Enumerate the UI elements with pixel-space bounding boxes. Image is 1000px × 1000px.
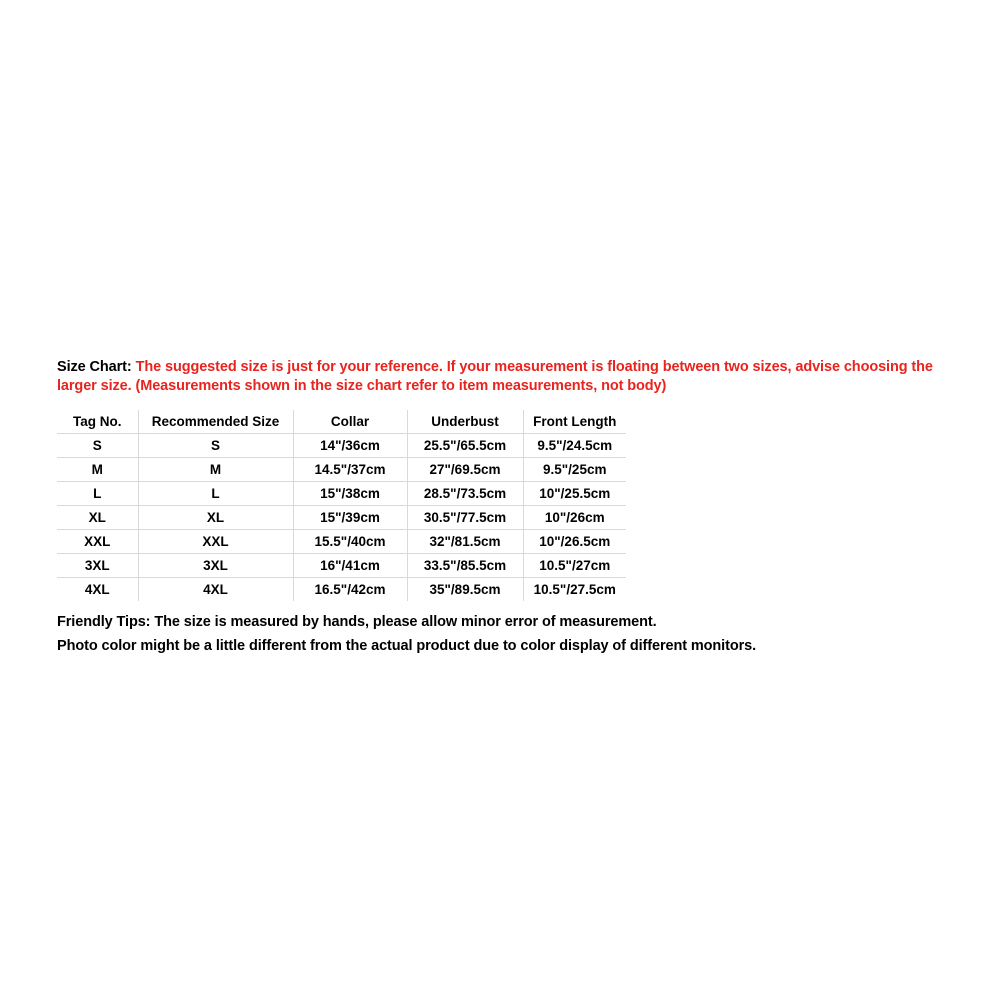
- cell-tag-no: M: [57, 458, 138, 482]
- table-row: [57, 482, 626, 506]
- cell-collar: 15.5"/40cm: [293, 530, 407, 554]
- friendly-tips-line-1: Friendly Tips: The size is measured by hands, please allow minor error of measurement.: [57, 614, 657, 630]
- cell-front-length: 9.5"/24.5cm: [523, 434, 626, 458]
- cell-front-length: 9.5"/25cm: [523, 458, 626, 482]
- friendly-tips: [57, 610, 943, 658]
- cell-front-length: 10"/25.5cm: [523, 482, 626, 506]
- cell-front-length: 10.5"/27.5cm: [523, 578, 626, 602]
- cell-tag-no: XXL: [57, 530, 138, 554]
- cell-recommended-size: S: [138, 434, 293, 458]
- cell-underbust: 27"/69.5cm: [407, 458, 523, 482]
- table-body: [57, 434, 626, 602]
- table-row: [57, 554, 626, 578]
- size-chart-content: [57, 343, 943, 658]
- column-header-front-length: Front Length: [523, 410, 626, 434]
- cell-collar: 15"/39cm: [293, 506, 407, 530]
- cell-recommended-size: L: [138, 482, 293, 506]
- cell-underbust: 35"/89.5cm: [407, 578, 523, 602]
- size-chart-table: [57, 410, 626, 601]
- size-chart-note: The suggested size is just for your reference. If your measurement is floating between two sizes, advise choosing the larger size. (Measurements shown in the size chart refer to item measurements, not body): [57, 358, 933, 394]
- size-chart-label: Size Chart:: [57, 358, 136, 375]
- friendly-tips-line-2: Photo color might be a little different from the actual product due to color display of different monitors.: [57, 638, 757, 654]
- table-row: [57, 530, 626, 554]
- table-row: [57, 506, 626, 530]
- cell-underbust: 28.5"/73.5cm: [407, 482, 523, 506]
- cell-recommended-size: 3XL: [138, 554, 293, 578]
- cell-recommended-size: XXL: [138, 530, 293, 554]
- column-header-underbust: Underbust: [407, 410, 523, 434]
- cell-front-length: 10.5"/27cm: [523, 554, 626, 578]
- cell-underbust: 30.5"/77.5cm: [407, 506, 523, 530]
- cell-tag-no: XL: [57, 506, 138, 530]
- cell-collar: 16.5"/42cm: [293, 578, 407, 602]
- cell-underbust: 25.5"/65.5cm: [407, 434, 523, 458]
- cell-collar: 14"/36cm: [293, 434, 407, 458]
- column-header-collar: Collar: [293, 410, 407, 434]
- table-header-row: [57, 410, 626, 434]
- table-row: [57, 458, 626, 482]
- cell-collar: 15"/38cm: [293, 482, 407, 506]
- cell-tag-no: L: [57, 482, 138, 506]
- cell-recommended-size: XL: [138, 506, 293, 530]
- cell-tag-no: 4XL: [57, 578, 138, 602]
- size-chart-intro: [57, 358, 943, 396]
- table-row: [57, 578, 626, 602]
- column-header-recommended-size: Recommended Size: [138, 410, 293, 434]
- cell-tag-no: 3XL: [57, 554, 138, 578]
- cell-underbust: 33.5"/85.5cm: [407, 554, 523, 578]
- cell-underbust: 32"/81.5cm: [407, 530, 523, 554]
- table-header: [57, 410, 626, 434]
- table-row: [57, 434, 626, 458]
- column-header-tag-no: Tag No.: [57, 410, 138, 434]
- cell-recommended-size: M: [138, 458, 293, 482]
- cell-collar: 16"/41cm: [293, 554, 407, 578]
- cell-collar: 14.5"/37cm: [293, 458, 407, 482]
- cell-recommended-size: 4XL: [138, 578, 293, 602]
- cell-front-length: 10"/26cm: [523, 506, 626, 530]
- cell-front-length: 10"/26.5cm: [523, 530, 626, 554]
- cell-tag-no: S: [57, 434, 138, 458]
